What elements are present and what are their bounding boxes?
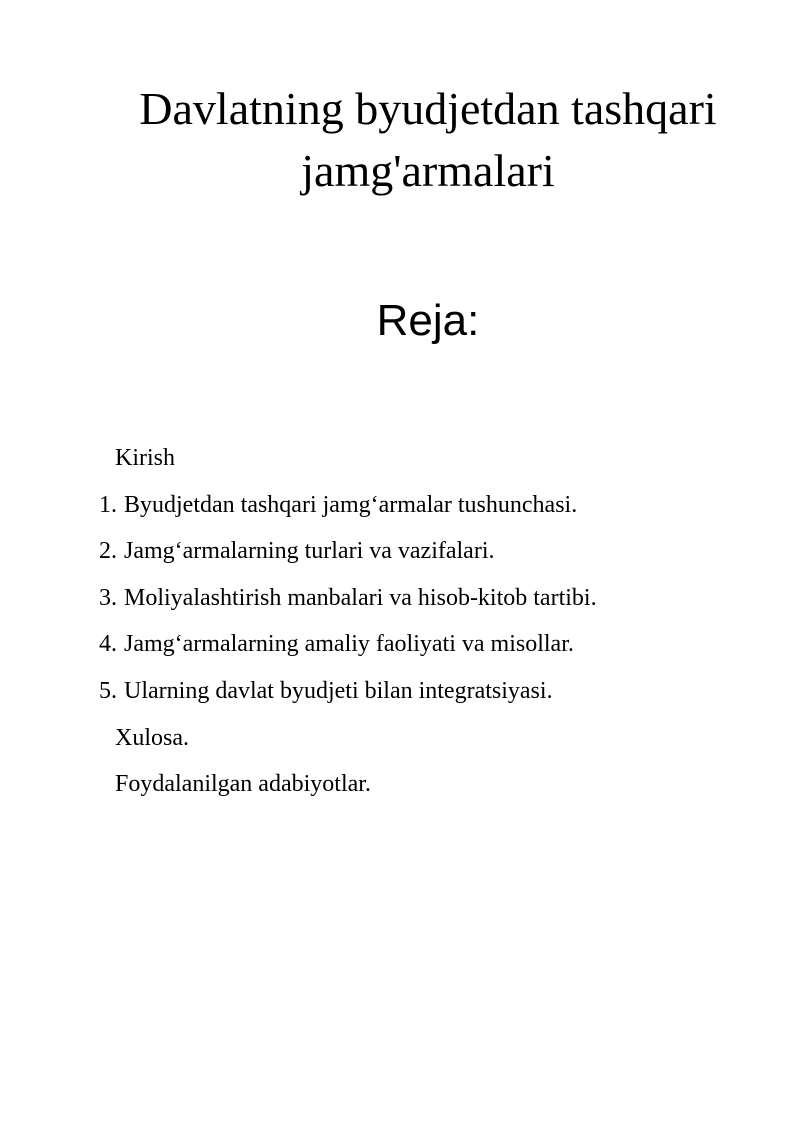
plan-conclusion-text: Xulosa. [115,724,189,751]
plan-item [0,674,800,721]
plan-item [0,627,800,674]
plan-item-number: 4. [99,631,117,658]
plan-references-text: Foydalanilgan adabiyotlar. [115,771,371,798]
document-title: Davlatning byudjetdan tashqari jamg'armalari [139,83,717,196]
plan-item-text: Ularning davlat byudjeti bilan integratsiyasi. [124,677,553,704]
plan-item [0,488,800,535]
plan-item-text: Moliyalashtirish manbalari va hisob-kitob tartibi. [124,584,597,611]
plan-list [0,441,800,814]
plan-heading: Reja: [376,296,480,345]
plan-item-text: Jamg‘armalarning amaliy faoliyati va misollar. [124,631,574,658]
plan-item-text: Byudjetdan tashqari jamg‘armalar tushunchasi. [124,491,578,518]
plan-references [0,767,800,814]
plan-item-number: 1. [99,491,117,518]
plan-item [0,534,800,581]
plan-item [0,581,800,628]
plan-item-number: 5. [99,677,117,704]
plan-intro [0,441,800,488]
plan-item-number: 3. [99,584,117,611]
plan-item-text: Jamg‘armalarning turlari va vazifalari. [124,538,495,565]
plan-intro-text: Kirish [115,445,175,471]
plan-conclusion [0,721,800,768]
plan-item-number: 2. [99,538,117,565]
